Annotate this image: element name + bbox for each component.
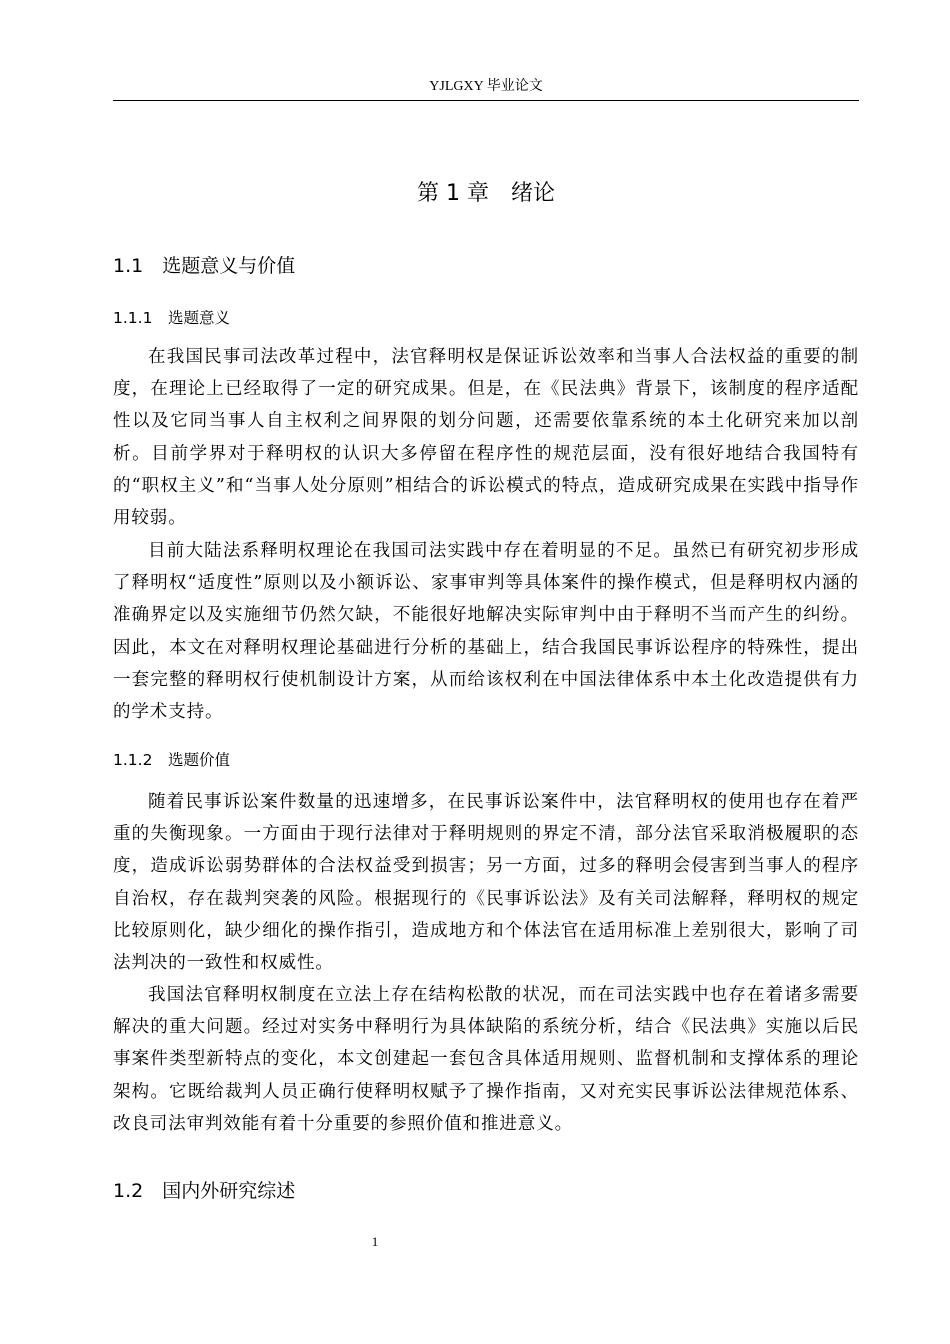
paragraph-1-1-1-a: 在我国民事司法改革过程中，法官释明权是保证诉讼效率和当事人合法权益的重要的制度，在理论上已经取得了一定的研究成果。但是，在《民法典》背景下，该制度的程序适配性以及它同当事人自主权利之间界限的划分问题，还需要依靠系统的本土化研究来加以剖析。目前学界对于释明权的认识大多停留在程序性的规范层面，没有很好地结合我国特有的“职权主义”和“当事人处分原则”相结合的诉讼模式的特点，造成研究成果在实践中指导作用较弱。 [113,347,859,529]
paragraph-1-1-2-b: 我国法官释明权制度在立法上存在结构松散的状况，而在司法实践中也存在着诸多需要解决的重大问题。经过对实务中释明行为具体缺陷的系统分析，结合《民法典》实施以后民事案件类型新特点的变化，本文创建起一套包含具体适用规则、监督机制和支撑体系的理论架构。它既给裁判人员正确行使释明权赋予了操作指南，又对充实民事诉讼法律规范体系、改良司法审判效能有着十分重要的参照价值和推进意义。 [113,985,859,1134]
section-heading-1-1: 1.1 选题意义与价值 [113,255,296,277]
chapter-title: 第 1 章 绪论 [417,181,555,206]
subsection-heading-1-1-2: 1.1.2 选题价值 [113,751,230,769]
paragraph-1-1-1-b: 目前大陆法系释明权理论在我国司法实践中存在着明显的不足。虽然已有研究初步形成了释明权“适度性”原则以及小额诉讼、家事审判等具体案件的操作模式，但是释明权内涵的准确界定以及实施细节仍然欠缺，不能很好地解决实际审判中由于释明不当而产生的纠纷。因此，本文在对释明权理论基础进行分析的基础上，结合我国民事诉讼程序的特殊性，提出一套完整的释明权行使机制设计方案，从而给该权利在中国法律体系中本土化改造提供有力的学术支持。 [113,541,859,723]
section-heading-1-2: 1.2 国内外研究综述 [113,1180,296,1202]
subsection-heading-1-1-1: 1.1.1 选题意义 [113,309,230,327]
header-rule [113,100,859,101]
page-number: 1 [371,1234,379,1249]
running-header: YJLGXY 毕业论文 [429,79,543,94]
paragraph-1-1-2-a: 随着民事诉讼案件数量的迅速增多，在民事诉讼案件中，法官释明权的使用也存在着严重的失衡现象。一方面由于现行法律对于释明规则的界定不清，部分法官采取消极履职的态度，造成诉讼弱势群体的合法权益受到损害；另一方面，过多的释明会侵害到当事人的程序自治权，存在裁判突袭的风险。根据现行的《民事诉讼法》及有关司法解释，释明权的规定比较原则化，缺少细化的操作指引，造成地方和个体法官在适用标准上差别很大，影响了司法判决的一致性和权威性。 [113,792,859,974]
